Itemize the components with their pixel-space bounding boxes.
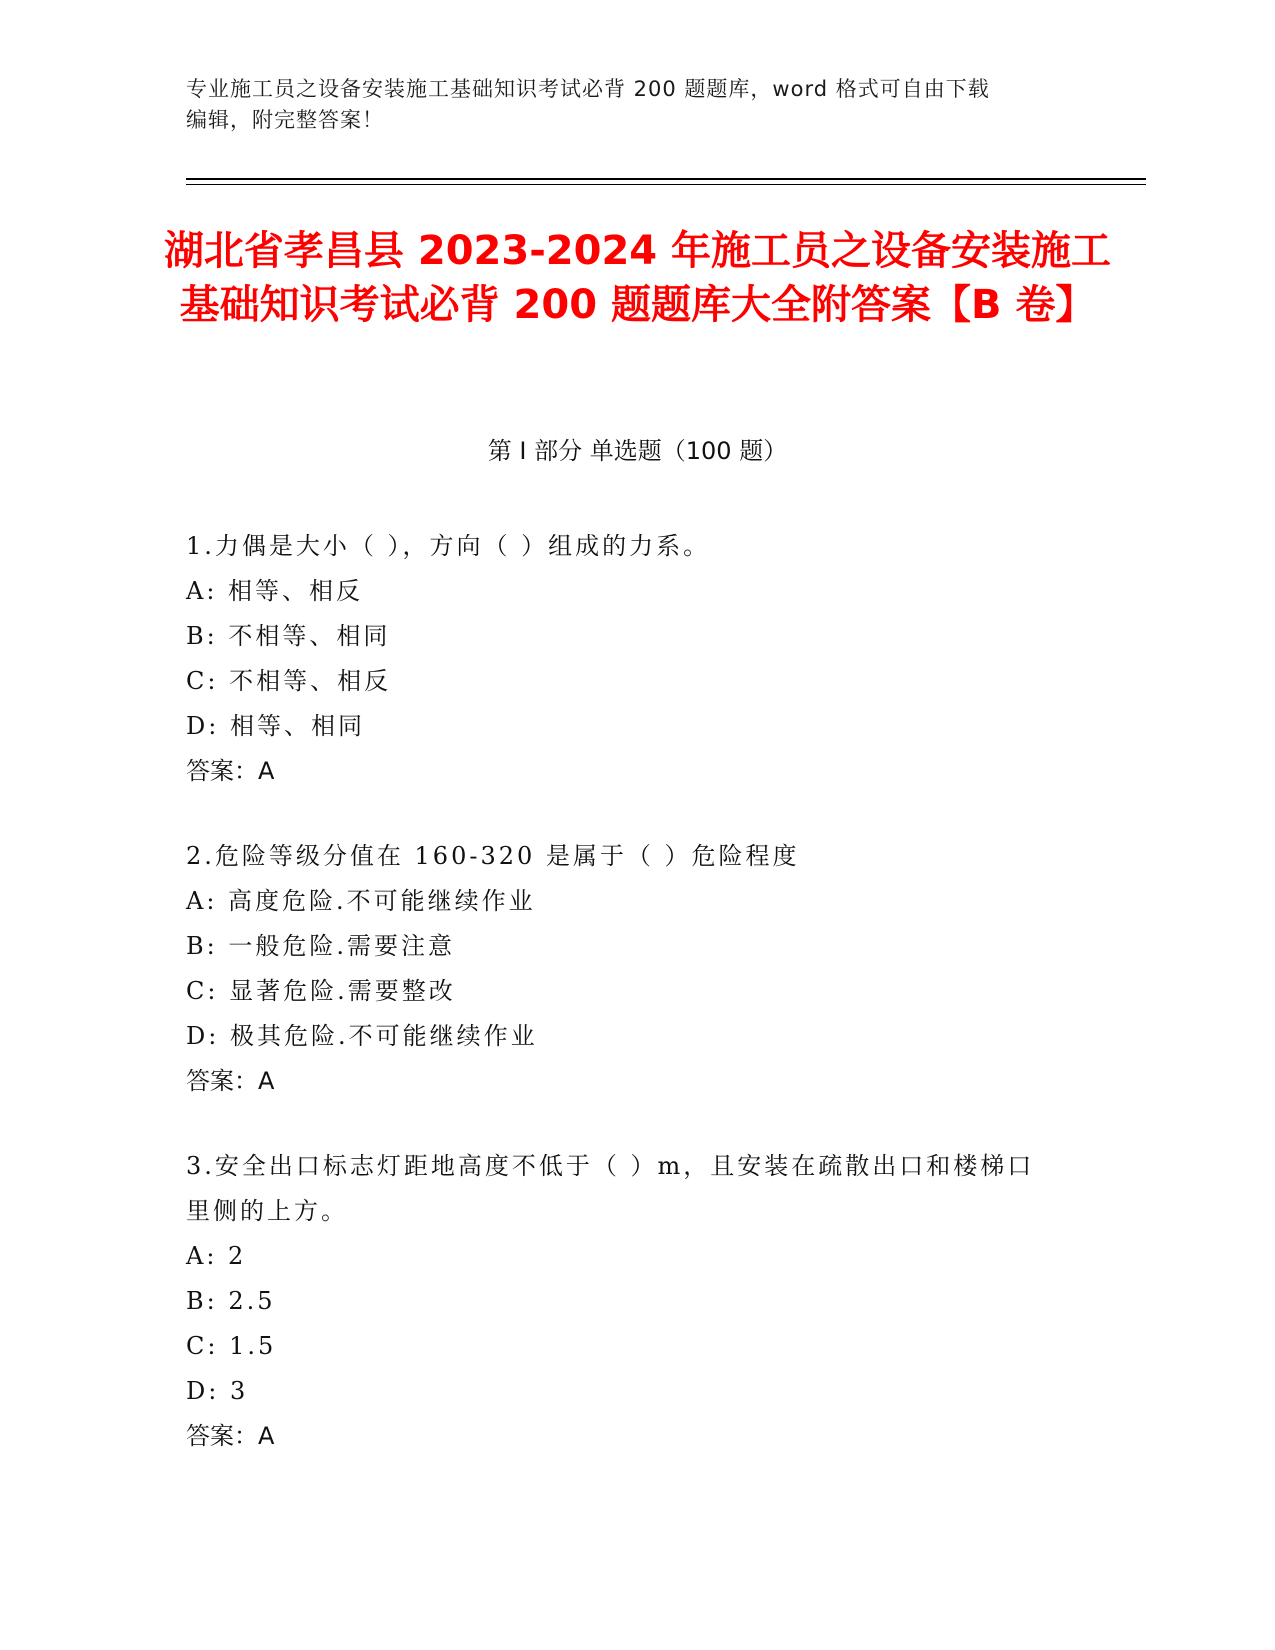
option-b: B: 不相等、相同 xyxy=(186,622,391,650)
question-3 xyxy=(186,1144,1086,1459)
header-note-line-2: 编辑，附完整答案！ xyxy=(186,108,384,132)
header-note xyxy=(186,74,1086,136)
answer: 答案：A xyxy=(186,1422,275,1450)
option-a: A: 高度危险.不可能继续作业 xyxy=(186,887,536,915)
option-c: C: 不相等、相反 xyxy=(186,667,392,695)
question-stem: 2.危险等级分值在 160-320 是属于（ ）危险程度 xyxy=(186,842,800,870)
answer: 答案：A xyxy=(186,757,275,785)
header-note-line-1: 专业施工员之设备安装施工基础知识考试必背 200 题题库，word 格式可自由下载 xyxy=(186,77,990,101)
question-list xyxy=(186,524,1086,1499)
option-a: A: 相等、相反 xyxy=(186,577,364,605)
question-2 xyxy=(186,834,1086,1104)
question-stem: 3.安全出口标志灯距地高度不低于（ ）m，且安装在疏散出口和楼梯口里侧的上方。 xyxy=(186,1152,1035,1225)
option-c: C: 1.5 xyxy=(186,1332,277,1360)
question-stem: 1.力偶是大小（ ），方向（ ）组成的力系。 xyxy=(186,532,711,560)
option-a: A: 2 xyxy=(186,1242,247,1270)
section-title: 第 I 部分 单选题（100 题） xyxy=(487,437,788,465)
header-divider-thick xyxy=(186,178,1146,180)
option-b: B: 一般危险.需要注意 xyxy=(186,932,455,960)
answer: 答案：A xyxy=(186,1067,275,1095)
option-d: D: 3 xyxy=(186,1377,249,1405)
option-d: D: 极其危险.不可能继续作业 xyxy=(186,1022,538,1050)
option-d: D: 相等、相同 xyxy=(186,712,365,740)
document-title: 湖北省孝昌县 2023-2024 年施工员之设备安装施工基础知识考试必背 200 题题库大全附答案【B 卷】 xyxy=(163,228,1112,328)
question-1 xyxy=(186,524,1086,794)
option-c: C: 显著危险.需要整改 xyxy=(186,977,456,1005)
option-b: B: 2.5 xyxy=(186,1287,276,1315)
header-divider-thin xyxy=(186,184,1146,185)
